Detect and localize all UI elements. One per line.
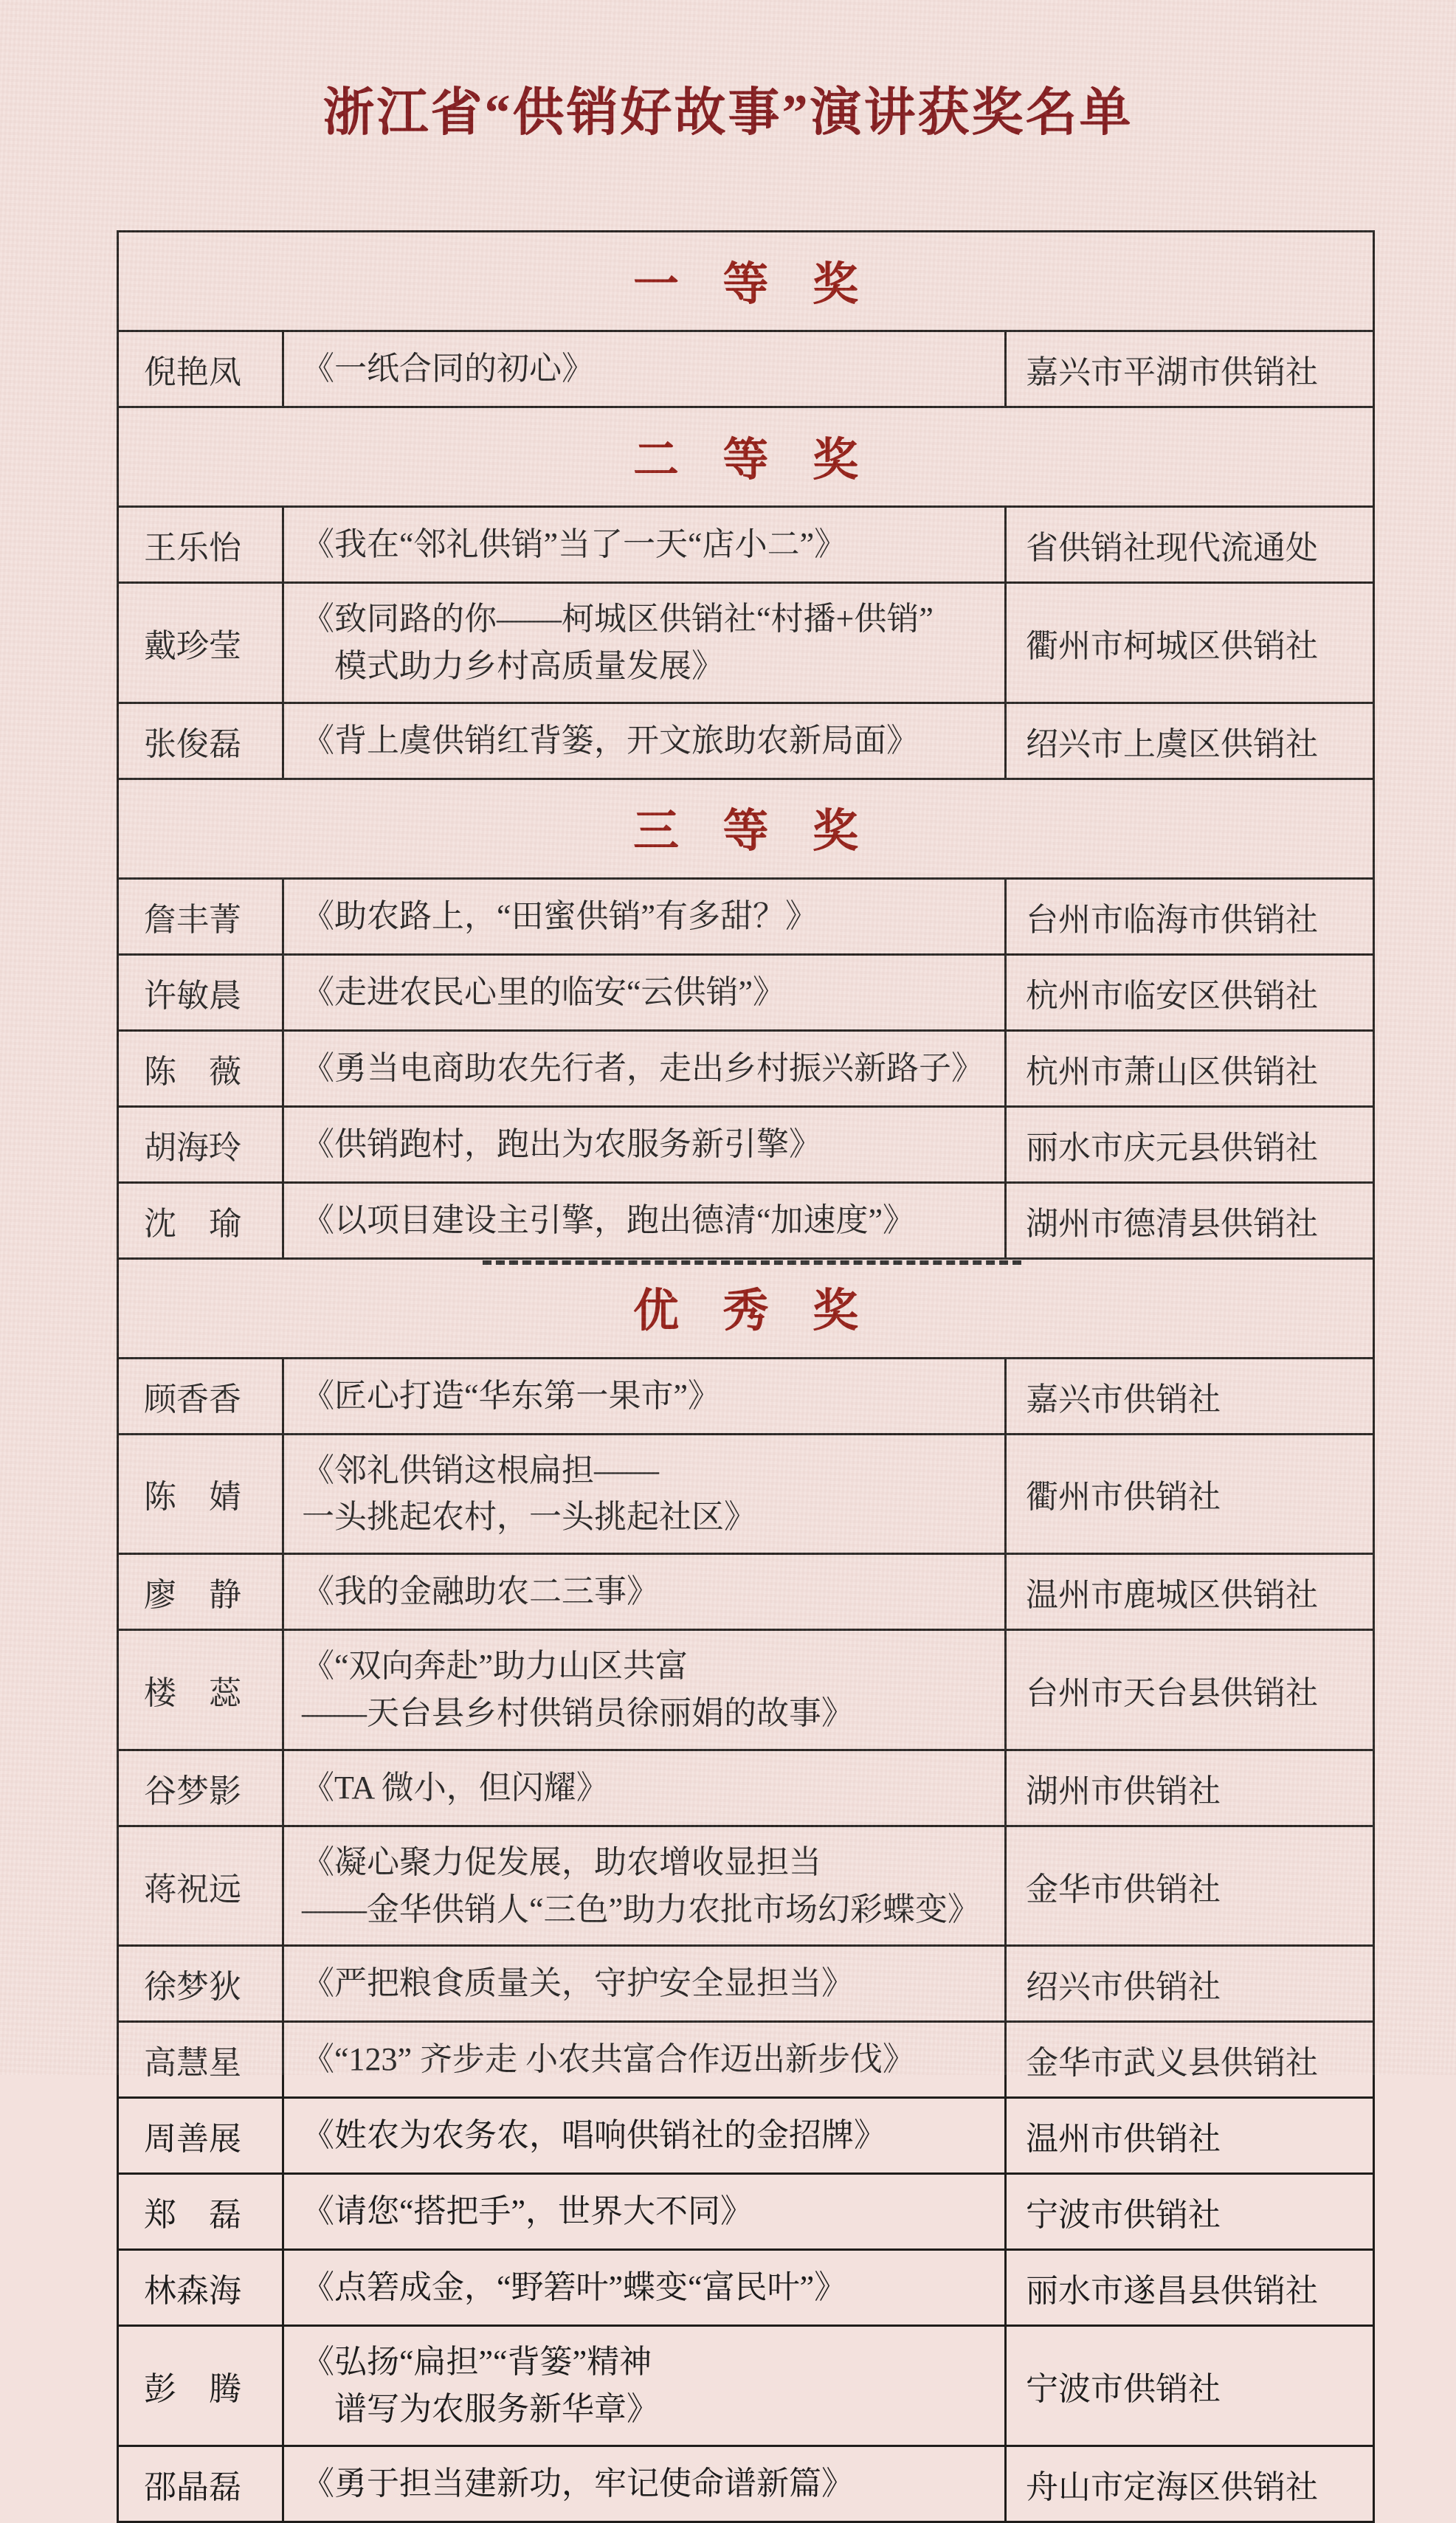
speech-title-line: 《匠心打造“华东第一果市”》 (302, 1377, 721, 1414)
speech-title-line: 《致同路的你——柯城区供销社“村播+供销” (302, 601, 934, 637)
speech-title (283, 2250, 1006, 2326)
winner-organization: 绍兴市供销社 (1006, 1946, 1374, 2022)
speech-title-line: 《邻礼供销这根扁担—— (302, 1452, 659, 1488)
table-row (118, 2174, 1374, 2250)
table-row (118, 583, 1374, 703)
table-row (118, 2446, 1374, 2522)
section-header: 二 等 奖 (118, 407, 1374, 507)
winner-organization: 宁波市供销社 (1006, 2174, 1374, 2250)
speech-title (283, 1106, 1006, 1182)
speech-title-line: 《走进农民心里的临安“云供销”》 (302, 973, 786, 1010)
winner-organization: 衢州市供销社 (1006, 1434, 1374, 1554)
table-row (118, 1182, 1374, 1258)
winner-name: 廖 静 (118, 1554, 283, 1630)
speech-title (283, 507, 1006, 583)
speech-title (283, 1826, 1006, 1946)
table-row (118, 1434, 1374, 1554)
winner-organization: 金华市武义县供销社 (1006, 2022, 1374, 2098)
speech-title-line: 《供销跑村，跑出为农服务新引擎》 (302, 1125, 821, 1162)
winner-organization: 温州市供销社 (1006, 2098, 1374, 2174)
winner-name: 邵晶磊 (118, 2446, 283, 2522)
winner-name: 顾香香 (118, 1358, 283, 1434)
page-title: 浙江省“供销好故事”演讲获奖名单 (322, 85, 1134, 142)
winner-name: 许敏晨 (118, 954, 283, 1030)
speech-title (283, 2098, 1006, 2174)
speech-title (283, 331, 1006, 407)
table-row (118, 1630, 1374, 1750)
section-header-row (118, 407, 1374, 507)
table-row (118, 331, 1374, 407)
winner-name: 林森海 (118, 2250, 283, 2326)
speech-title (283, 954, 1006, 1030)
table-row (118, 954, 1374, 1030)
section-header-row (118, 1258, 1374, 1358)
speech-title-line: 《“双向奔赴”助力山区共富 (302, 1648, 689, 1685)
winner-name: 陈 婧 (118, 1434, 283, 1554)
speech-title (283, 1030, 1006, 1106)
winner-name: 戴珍莹 (118, 583, 283, 703)
winner-name: 张俊磊 (118, 703, 283, 779)
table-row (118, 2326, 1374, 2446)
speech-title-line: 《助农路上，“田蜜供销”有多甜？》 (302, 897, 818, 934)
speech-title-line: 《我的金融助农二三事》 (302, 1573, 659, 1610)
speech-title (283, 703, 1006, 779)
winner-organization: 舟山市定海区供销社 (1006, 2446, 1374, 2522)
speech-title (283, 1554, 1006, 1630)
section-header-row (118, 232, 1374, 331)
speech-title (283, 1630, 1006, 1750)
speech-title (283, 583, 1006, 703)
winner-name: 蒋祝远 (118, 1826, 283, 1946)
winner-organization: 台州市天台县供销社 (1006, 1630, 1374, 1750)
speech-title-line: 《“123” 齐步走 小农共富合作迈出新步伐》 (302, 2041, 916, 2078)
winner-name: 周善展 (118, 2098, 283, 2174)
speech-title-line: 模式助力乡村高质量发展》 (302, 647, 724, 684)
speech-title (283, 878, 1006, 954)
winner-name: 彭 腾 (118, 2326, 283, 2446)
table-row (118, 1750, 1374, 1826)
table-row (118, 2098, 1374, 2174)
speech-title (283, 2174, 1006, 2250)
winner-organization: 宁波市供销社 (1006, 2326, 1374, 2446)
winner-organization: 杭州市临安区供销社 (1006, 954, 1374, 1030)
winner-organization: 湖州市德清县供销社 (1006, 1182, 1374, 1258)
speech-title-line: 《勇当电商助农先行者，走出乡村振兴新路子》 (302, 1049, 984, 1086)
winner-organization: 绍兴市上虞区供销社 (1006, 703, 1374, 779)
winner-organization: 省供销社现代流通处 (1006, 507, 1374, 583)
speech-title (283, 2022, 1006, 2098)
winner-organization: 丽水市庆元县供销社 (1006, 1106, 1374, 1182)
table-row (118, 1030, 1374, 1106)
dashed-divider (483, 1260, 1022, 1265)
speech-title-line: 《严把粮食质量关，守护安全显担当》 (302, 1965, 854, 2002)
section-header: 一 等 奖 (118, 232, 1374, 331)
winner-organization: 嘉兴市平湖市供销社 (1006, 331, 1374, 407)
winner-organization: 温州市鹿城区供销社 (1006, 1554, 1374, 1630)
table-row (118, 878, 1374, 954)
speech-title-line: 《弘扬“扁担”“背篓”精神 (302, 2344, 652, 2381)
winner-name: 胡海玲 (118, 1106, 283, 1182)
speech-title-line: 《我在“邻礼供销”当了一天“店小二”》 (302, 526, 847, 563)
speech-title-line: 《背上虞供销红背篓，开文旅助农新局面》 (302, 722, 919, 759)
speech-title-line: 《请您“搭把手”，世界大不同》 (302, 2193, 753, 2230)
speech-title-line: 《姓农为农务农，唱响供销社的金招牌》 (302, 2117, 886, 2154)
speech-title (283, 1434, 1006, 1554)
speech-title-line: 《一纸合同的初心》 (302, 351, 594, 387)
winner-organization: 嘉兴市供销社 (1006, 1358, 1374, 1434)
speech-title (283, 1182, 1006, 1258)
table-row (118, 1826, 1374, 1946)
winner-organization: 衢州市柯城区供销社 (1006, 583, 1374, 703)
winner-name: 沈 瑜 (118, 1182, 283, 1258)
speech-title (283, 2446, 1006, 2522)
award-table (117, 230, 1375, 2523)
table-row (118, 1106, 1374, 1182)
winner-organization: 湖州市供销社 (1006, 1750, 1374, 1826)
table-row (118, 703, 1374, 779)
section-header-row (118, 779, 1374, 878)
table-row (118, 2022, 1374, 2098)
winner-name: 徐梦狄 (118, 1946, 283, 2022)
table-row (118, 1554, 1374, 1630)
table-row (118, 507, 1374, 583)
speech-title-line: 一头挑起农村，一头挑起社区》 (302, 1499, 756, 1536)
winner-organization: 丽水市遂昌县供销社 (1006, 2250, 1374, 2326)
speech-title-line: 《凝心聚力促发展，助农增收显担当 (302, 1843, 821, 1880)
winner-organization: 杭州市萧山区供销社 (1006, 1030, 1374, 1106)
winner-name: 高慧星 (118, 2022, 283, 2098)
winner-name: 谷梦影 (118, 1750, 283, 1826)
table-row (118, 2250, 1374, 2326)
winner-organization: 金华市供销社 (1006, 1826, 1374, 1946)
award-table-body (118, 232, 1374, 2522)
speech-title-line: ——天台县乡村供销员徐丽娟的故事》 (302, 1694, 854, 1731)
table-row (118, 1946, 1374, 2022)
winner-name: 楼 蕊 (118, 1630, 283, 1750)
table-row (118, 1358, 1374, 1434)
winner-name: 王乐怡 (118, 507, 283, 583)
speech-title-line: 《TA 微小，但闪耀》 (302, 1769, 609, 1806)
speech-title-line: 《点箬成金，“野箬叶”蝶变“富民叶”》 (302, 2269, 847, 2306)
winner-organization: 台州市临海市供销社 (1006, 878, 1374, 954)
speech-title-line: 《勇于担当建新功，牢记使命谱新篇》 (302, 2465, 854, 2502)
winner-name: 詹丰菁 (118, 878, 283, 954)
winner-name: 郑 磊 (118, 2174, 283, 2250)
section-header: 三 等 奖 (118, 779, 1374, 878)
speech-title (283, 1750, 1006, 1826)
winner-name: 陈 薇 (118, 1030, 283, 1106)
speech-title (283, 2326, 1006, 2446)
speech-title-line: 谱写为农服务新华章》 (302, 2391, 659, 2428)
winner-name: 倪艳凤 (118, 331, 283, 407)
speech-title (283, 1946, 1006, 2022)
speech-title-line: 《以项目建设主引擎，跑出德清“加速度”》 (302, 1201, 916, 1238)
speech-title-line: ——金华供销人“三色”助力农批市场幻彩蝶变》 (302, 1891, 981, 1927)
section-header: 优 秀 奖 (118, 1258, 1374, 1358)
speech-title (283, 1358, 1006, 1434)
